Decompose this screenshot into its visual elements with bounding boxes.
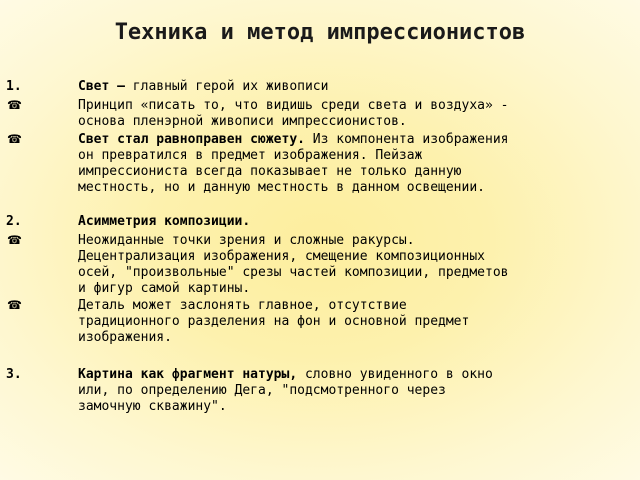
telephone-icon: ☎ [7, 132, 22, 146]
list-item-text [78, 79, 618, 95]
bullet-line: Неожиданные точки зрения и сложные ракурсы. [78, 233, 415, 248]
list-item-text [78, 367, 618, 383]
list-number: 1. [6, 79, 22, 94]
telephone-icon: ☎ [7, 233, 22, 247]
bullet-line: он превратился в предмет изображения. Пейзаж [78, 148, 423, 163]
list-line: замочную скважину". [78, 399, 227, 414]
telephone-icon: ☎ [7, 98, 22, 112]
bullet-line: местность, но и данную местность в данном освещении. [78, 180, 485, 195]
bullet-line: основа пленэрной живописи импрессионистов. [78, 114, 407, 129]
telephone-icon: ☎ [7, 298, 22, 312]
list-line: или, по определению Дега, "подсмотренного через [78, 383, 446, 398]
list-item-lead: Асимметрия композиции. [78, 214, 251, 229]
bullet-line: Деталь может заслонять главное, отсутствие [78, 298, 407, 313]
list-number: 2. [6, 214, 22, 229]
bullet-rest: Из компонента изображения [304, 132, 509, 147]
list-number: 3. [6, 367, 22, 382]
list-item-lead: Свет – [78, 79, 125, 94]
bullet-lead: Свет стал равноправен сюжету. [78, 132, 305, 147]
list-item-rest: главный герой их живописи [124, 79, 329, 94]
bullet-line: осей, "произвольные" срезы частей композиции, предметов [78, 265, 509, 280]
bullet-line: Децентрализация изображения, смещение композиционных [78, 249, 485, 264]
bullet-line: и фигур самой картины. [78, 281, 251, 296]
slide-title: Техника и метод импрессионистов [114, 20, 526, 45]
list-item-lead: Картина как фрагмент натуры, [78, 367, 298, 382]
bullet-line [78, 132, 618, 148]
bullet-line: импрессиониста всегда показывает не только данную [78, 164, 462, 179]
bullet-line: Принцип «писать то, что видишь среди света и воздуха» - [78, 98, 509, 113]
list-item-rest: словно увиденного в окно [297, 367, 493, 382]
bullet-line: изображения. [78, 330, 172, 345]
bullet-line: традиционного разделения на фон и основной предмет [78, 314, 470, 329]
